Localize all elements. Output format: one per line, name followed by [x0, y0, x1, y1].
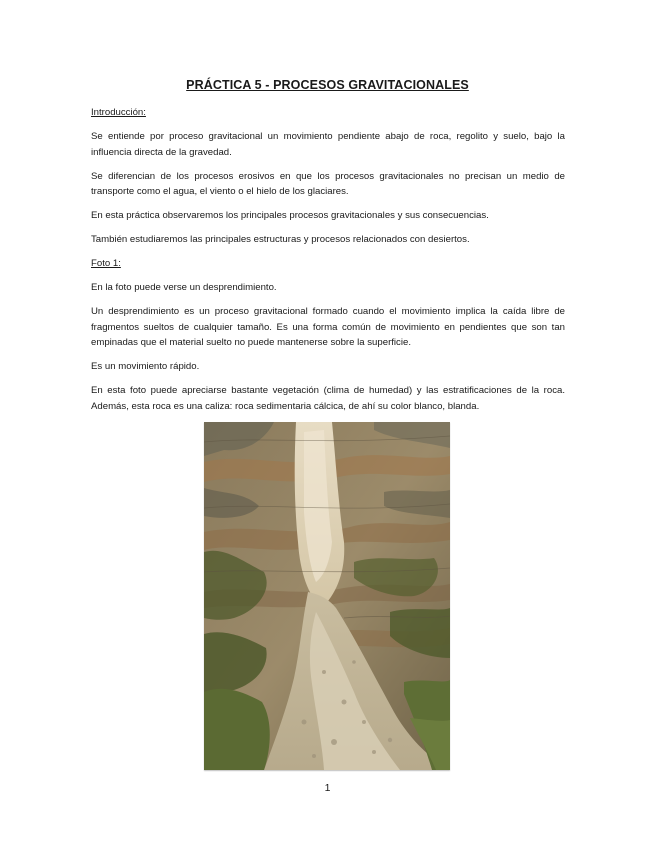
rockfall-illustration: [204, 422, 450, 770]
intro-heading: Introducción:: [91, 107, 146, 118]
photo-paragraph-3: Es un movimiento rápido.: [91, 361, 200, 372]
page-title: PRÁCTICA 5 - PROCESOS GRAVITACIONALES: [186, 78, 469, 92]
intro-paragraph-2: Se diferencian de los procesos erosivos en que los procesos gravitacionales no precisan un medio de transporte como el agua, el viento o el hielo de los glaciares.: [91, 170, 565, 197]
photo-paragraph-4: En esta foto puede apreciarse bastante vegetación (clima de humedad) y las estratificaciones de la roca. Además, esta roca es una caliza: roca sedimentaria cálcica, de ahí su color blanco, blanda.: [91, 385, 565, 412]
intro-paragraph-3: En esta práctica observaremos los principales procesos gravitacionales y sus consecuencias.: [91, 210, 489, 221]
rockfall-photo: [204, 422, 450, 770]
document-body: [91, 105, 565, 423]
photo-paragraph-1: En la foto puede verse un desprendimiento.: [91, 282, 277, 293]
intro-paragraph-4: También estudiaremos las principales estructuras y procesos relacionados con desiertos.: [91, 234, 470, 245]
page-number: 1: [324, 782, 331, 794]
photo-paragraph-2: Un desprendimiento es un proceso gravitacional formado cuando el movimiento implica la caída libre de fragmentos sueltos de cualquier tamaño. Es una forma común de movimiento en pendientes que son tan empinadas que el material suelto no puede mantenerse sobre la superficie.: [91, 306, 565, 348]
intro-paragraph-1: Se entiende por proceso gravitacional un movimiento pendiente abajo de roca, regolito y suelo, bajo la influencia directa de la gravedad.: [91, 131, 565, 158]
photo-heading: Foto 1:: [91, 258, 121, 269]
